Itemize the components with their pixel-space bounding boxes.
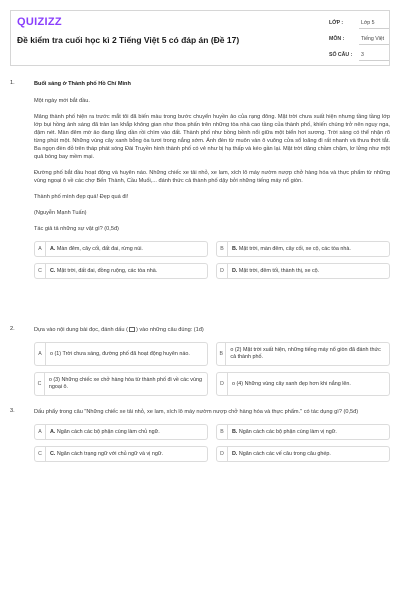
passage-paragraph: Một ngày mới bắt đầu. [34, 98, 90, 104]
option-key: C. [50, 450, 56, 457]
question-stem: Dấu phẩy trong câu "Những chiếc xe tải nhỏ, xe lam, xích lô máy nườm nượp chở hàng hóa và thực phẩm." có tác dụng gì? (0,5đ) [34, 409, 359, 415]
option-d[interactable] [216, 446, 390, 462]
question-stem: Tác giả tả những sự vật gì? (0,5đ) [34, 226, 119, 232]
option-b[interactable] [216, 342, 390, 366]
meta-value: Lớp 5 [359, 18, 389, 29]
meta-value: Tiếng Việt [359, 34, 389, 45]
option-key: B. [232, 245, 238, 252]
question-body [34, 80, 390, 233]
option-b[interactable] [216, 424, 390, 440]
meta-label: LỚP : [329, 20, 344, 26]
option-letter: B [217, 343, 226, 365]
option-b[interactable] [216, 241, 390, 257]
option-text: o (4) Những vùng cây xanh đẹp hơn khi nắng lên. [232, 380, 351, 387]
question-number: 2. [10, 326, 15, 332]
option-letter: A [35, 343, 46, 365]
option-text: Ngăn cách các bộ phận cùng làm vị ngữ. [238, 428, 337, 435]
option-text: Mặt trời, đêm tối, thành thị, xe cộ. [238, 267, 320, 274]
option-letter: D [217, 447, 228, 461]
meta-value: 3 [359, 50, 389, 61]
option-key: A. [50, 428, 56, 435]
option-letter: D [217, 373, 228, 395]
meta-row-class [329, 15, 389, 31]
page-title: Đề kiểm tra cuối học kì 2 Tiếng Việt 5 có đáp án (Đề 17) [17, 35, 240, 45]
option-key: A. [50, 245, 56, 252]
option-text: Mặt trời, màn đêm, cây cối, xe cộ, các tòa nhà. [238, 245, 351, 252]
option-c[interactable] [34, 263, 208, 279]
meta-row-count [329, 47, 389, 63]
option-a[interactable] [34, 424, 208, 440]
option-letter: D [217, 264, 228, 278]
option-text: o (3) Những chiếc xe chở hàng hóa từ thành phố đi về các vùng ngoại ô. [48, 377, 202, 390]
passage-paragraph: Mảng thành phố hiện ra trước mắt tôi đã biến màu trong bước chuyển huyền ảo của rạng đông. Mặt trời chưa xuất hiện nhưng tầng tầng lớp lớp bụi hồng ánh sáng đã tràn lan khắp không gian như thoa phấn trên những tòa nhà cao tầng của thành phố, khiến chúng trở nên nguy nga, đậm nét. Màn đêm mờ ảo đang lắng dần rồi chìm vào đất. Thành phố như bồng bềnh nổi giữa một biển hơi sương. Trời sáng có thể nhận rõ từng phút một. Những vùng cây xanh bỗng òa tươi trong nắng sớm. Ánh đèn từ muôn vàn ô vuông cửa sổ loãng đi rất nhanh và thưa thớt tắt. Ba ngọn đèn đỏ trên tháp phát sóng Đài Truyền hình thành phố có vẻ như bị hạ thấp và kéo gần lại. Mặt trời dâng chầm chậm, lơ lửng như một quả bóng bay mềm mại. [34, 114, 390, 160]
option-letter: C [35, 447, 46, 461]
option-letter: B [217, 242, 228, 256]
answer-options [34, 342, 390, 396]
option-letter: C [35, 373, 45, 395]
passage-paragraph: Đường phố bắt đầu hoạt động và huyên náo. Những chiếc xe tải nhỏ, xe lam, xích lô máy nườm nượp chở hàng hóa và thực phẩm từ những vùng ngoại ô về các chợ Bến Thành, Cầu Muối,... đánh thức cả thành phố dậy bởi những tiếng máy nổ giòn. [34, 170, 390, 184]
passage-paragraph: Thành phố mình đẹp quá! Đẹp quá đi! [34, 194, 129, 200]
question-number: 1. [10, 80, 15, 86]
question-1 [10, 80, 390, 279]
passage-title: Buổi sáng ở Thành phố Hồ Chí Minh [34, 81, 131, 87]
question-body [34, 408, 390, 416]
meta-label: SỐ CÂU : [329, 52, 353, 58]
passage-author: (Nguyễn Mạnh Tuấn) [34, 210, 87, 216]
option-letter: B [217, 425, 228, 439]
answer-options [34, 241, 390, 279]
option-key: D. [232, 267, 238, 274]
option-text: Ngăn cách các bộ phận cùng làm chủ ngữ. [56, 428, 160, 435]
question-2 [10, 326, 390, 396]
option-a[interactable] [34, 342, 208, 366]
meta-label: MÔN : [329, 36, 345, 42]
option-d[interactable] [216, 372, 390, 396]
meta-row-subject [329, 31, 389, 47]
option-c[interactable] [34, 446, 208, 462]
option-text: Ngăn cách các vế câu trong câu ghép. [238, 450, 331, 457]
option-text: o (1) Trời chưa sáng, đường phố đã hoạt động huyên náo. [50, 350, 190, 357]
option-text: Màn đêm, cây cối, đất đai, rừng núi. [56, 245, 143, 252]
option-d[interactable] [216, 263, 390, 279]
option-letter: A [35, 242, 46, 256]
worksheet-header [10, 10, 390, 66]
option-text: Ngăn cách trạng ngữ với chủ ngữ và vị ngữ. [56, 450, 163, 457]
option-text: Mặt trời, đất đai, đồng ruộng, các tòa nhà. [56, 267, 158, 274]
quizizz-logo: QUIZIZZ [17, 16, 62, 28]
answer-options [34, 424, 390, 462]
meta-info [329, 15, 389, 63]
option-key: B. [232, 428, 238, 435]
question-body [34, 326, 390, 334]
question-number: 3. [10, 408, 15, 414]
option-key: D. [232, 450, 238, 457]
option-letter: C [35, 264, 46, 278]
option-letter: A [35, 425, 46, 439]
question-stem: Dựa vào nội dung bài đọc, đánh dấu ( ) vào những câu đúng: (1đ) [34, 327, 204, 333]
option-c[interactable] [34, 372, 208, 396]
option-key: C. [50, 267, 56, 274]
option-a[interactable] [34, 241, 208, 257]
checkbox-icon [129, 327, 135, 332]
option-text: o (2) Mặt trời xuất hiện, những tiếng máy nổ giòn đã đánh thức cả thành phố. [230, 347, 381, 360]
question-3 [10, 408, 390, 462]
